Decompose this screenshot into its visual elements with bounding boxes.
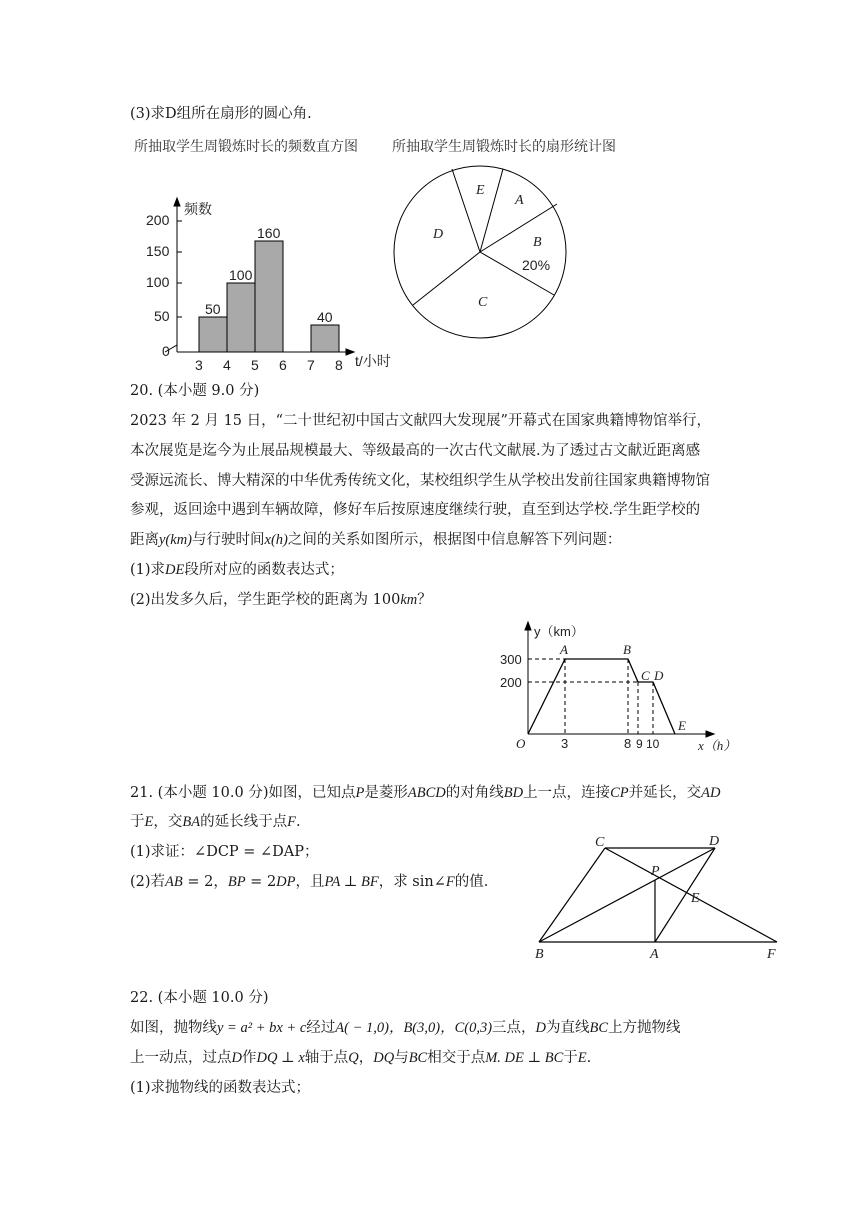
q20-part2: (2)出发多久后，学生距学校的距离为 100km？	[130, 592, 432, 608]
fig-label-a: A	[650, 947, 659, 962]
hist-xtick-7: 7	[307, 357, 315, 373]
hist-bar-label-160: 160	[257, 225, 281, 241]
fig-label-d: D	[709, 834, 720, 849]
q20-text-line4: 参观，返回途中遇到车辆故障，修好车后按原速度继续行驶，直至到达学校.学生距学校的	[130, 502, 701, 518]
graph-ytick-300: 300	[500, 652, 522, 667]
pie-divider-5	[413, 252, 480, 305]
hist-ytick-100: 100	[146, 274, 170, 290]
q22-header: 22. (本小题 10.0 分)	[130, 990, 269, 1006]
hist-bar-7-8	[311, 325, 339, 352]
hist-ytick-150: 150	[146, 243, 170, 259]
graph-xtick-3: 3	[561, 736, 569, 751]
hist-bar-5-6	[255, 241, 283, 352]
q20-part1: (1)求DE段所对应的函数表达式；	[130, 562, 344, 578]
fig-label-p: P	[651, 864, 660, 879]
graph-ytick-200: 200	[500, 675, 522, 690]
hist-y-arrow	[174, 198, 180, 206]
segment-bd	[539, 848, 715, 942]
pie-divider-1	[452, 169, 480, 252]
pie-label-d: D	[433, 227, 444, 242]
q20-text-line3: 受源远流长、博大精深的中华优秀传统文化，某校组织学生从学校出发前往国家典籍博物馆	[130, 473, 710, 489]
pie-label-e: E	[476, 183, 485, 198]
hist-bar-label-50: 50	[205, 301, 221, 317]
hist-ylabel: 频数	[184, 201, 212, 217]
graph-origin-label: O	[516, 736, 526, 751]
pie-label-b: B	[533, 235, 542, 250]
hist-ytick-200: 200	[146, 212, 170, 228]
q20-text-line2: 本次展览是迄今为止展品规模最大、等级最高的一次古代文献展.为了透过古文献近距离感	[130, 443, 701, 459]
q20-text-line1: 2023 年 2 月 15 日，“二十世纪初中国古文献四大发现展”开幕式在国家典籍博物馆举行，	[130, 413, 711, 429]
hist-xlabel: t/小时	[355, 353, 391, 369]
graph-xtick-8: 8	[624, 736, 632, 751]
graph-x-arrow	[706, 731, 714, 737]
fig-label-b: B	[535, 947, 544, 962]
q22-part1: (1)求抛物线的函数表达式；	[130, 1080, 311, 1096]
q20-header: 20. (本小题 9.0 分)	[130, 383, 260, 399]
hist-xtick-3: 3	[195, 357, 203, 373]
graph-point-c: C	[641, 668, 650, 683]
hist-bar-3-4	[199, 317, 227, 352]
graph-point-a: A	[560, 642, 568, 657]
q22-line2: 上一动点，过点D作DQ ⊥ x轴于点Q，DQ与BC相交于点M. DE ⊥ BC于E.	[130, 1050, 592, 1066]
q19-part3: (3)求D组所在扇形的圆心角.	[130, 106, 312, 122]
hist-xtick-5: 5	[251, 357, 259, 373]
q21-part1: (1)求证：∠DCP = ∠DAP；	[130, 844, 319, 860]
hist-xtick-6: 6	[279, 357, 287, 373]
graph-point-b: B	[623, 642, 631, 657]
graph-ylabel: y（km）	[534, 624, 584, 639]
pie-label-a: A	[515, 193, 524, 208]
graph-xtick-9-10: 9 10	[636, 737, 660, 751]
hist-bar-label-100: 100	[229, 267, 253, 283]
hist-bar-4-5	[227, 283, 255, 352]
hist-ytick-50: 50	[154, 308, 170, 324]
fig-label-c: C	[595, 835, 605, 850]
q21-line2: 于E，交BA的延长线于点F.	[130, 814, 301, 830]
q21-part2: (2)若AB = 2，BP = 2DP，且PA ⊥ BF，求 sin∠F的值.	[130, 874, 489, 890]
histogram-caption: 所抽取学生周锻炼时长的频数直方图	[134, 138, 358, 154]
graph-point-d: D	[654, 668, 664, 683]
hist-bar-label-40: 40	[317, 309, 333, 325]
graph-xlabel: x（h）	[698, 738, 737, 753]
hist-x-arrow	[346, 349, 354, 355]
pie-caption: 所抽取学生周锻炼时长的扇形统计图	[392, 138, 616, 154]
fig-label-e: E	[691, 891, 700, 906]
q22-line1: 如图，抛物线y = a² + bx + c经过A( − 1,0)，B(3,0)，C(0,3)三点，D为直线BC上方抛物线	[130, 1020, 681, 1036]
segment-da	[655, 848, 715, 942]
hist-xtick-4: 4	[223, 357, 231, 373]
hist-ytick-0: 0	[162, 343, 170, 359]
pie-chart	[390, 162, 570, 342]
q20-distance-time-graph	[490, 616, 740, 756]
q21-header: 21. (本小题 10.0 分)如图，已知点P是菱形ABCD的对角线BD上一点，连接CP并延长，交AD	[130, 785, 721, 801]
pie-label-b-percent: 20%	[522, 257, 551, 273]
graph-y-arrow	[525, 622, 531, 630]
histogram-chart	[140, 190, 400, 380]
hist-xtick-8: 8	[335, 357, 343, 373]
graph-point-e: E	[678, 718, 686, 733]
segment-bc	[539, 848, 605, 942]
pie-label-c: C	[478, 295, 488, 310]
q20-text-line5: 距离y(km)与行驶时间x(h)之间的关系如图所示，根据图中信息解答下列问题：	[130, 532, 622, 548]
q21-rhombus-figure	[525, 828, 795, 963]
fig-label-f: F	[767, 947, 776, 962]
